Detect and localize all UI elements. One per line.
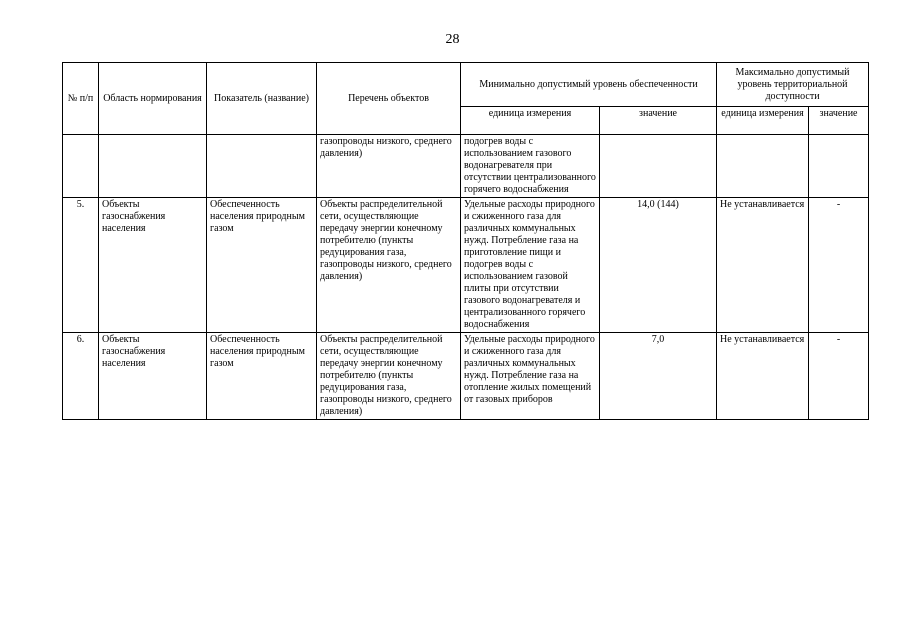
table-row: [63, 333, 869, 420]
header-objects: Перечень объектов: [317, 63, 461, 135]
cell-indicator: Обеспеченность населения природным газом: [207, 198, 317, 333]
cell-area: Объекты газоснабжения населения: [99, 198, 207, 333]
table-row: [63, 135, 869, 198]
cell-max-value: [809, 135, 869, 198]
header-area: Область нормирования: [99, 63, 207, 135]
cell-objects: Объекты распределительной сети, осуществляющие передачу энергии конечному потребителю (пункты редуцирования газа, газопроводы низкого, среднего давления): [317, 333, 461, 420]
cell-min-unit: Удельные расходы природного и сжиженного газа для различных коммунальных нужд. Потребление газа на приготовление пищи и подогрев воды с использованием газовой плиты при отсутствии газового водонагревателя и централизованного горячего водоснабжения: [461, 198, 600, 333]
cell-min-value: 14,0 (144): [600, 198, 717, 333]
cell-num: [63, 135, 99, 198]
cell-objects: Объекты распределительной сети, осуществляющие передачу энергии конечному потребителю (пункты редуцирования газа, газопроводы низкого, среднего давления): [317, 198, 461, 333]
norms-table: [62, 62, 869, 420]
cell-max-unit: Не устанавливается: [717, 333, 809, 420]
cell-area: Объекты газоснабжения населения: [99, 333, 207, 420]
cell-objects: газопроводы низкого, среднего давления): [317, 135, 461, 198]
cell-max-unit: Не устанавливается: [717, 198, 809, 333]
cell-num: 6.: [63, 333, 99, 420]
table-row: [63, 198, 869, 333]
cell-min-unit: Удельные расходы природного и сжиженного газа для различных коммунальных нужд. Потребление газа на отопление жилых помещений от газовых приборов: [461, 333, 600, 420]
header-max-level: Максимально допустимый уровень территориальной доступности: [717, 63, 869, 107]
cell-num: 5.: [63, 198, 99, 333]
cell-min-value: [600, 135, 717, 198]
header-num: № п/п: [63, 63, 99, 135]
cell-max-value: -: [809, 333, 869, 420]
header-min-unit: единица измерения: [461, 107, 600, 135]
page-number: 28: [445, 32, 460, 47]
header-indicator: Показатель (название): [207, 63, 317, 135]
cell-indicator: Обеспеченность населения природным газом: [207, 333, 317, 420]
header-min-value: значение: [600, 107, 717, 135]
cell-area: [99, 135, 207, 198]
cell-indicator: [207, 135, 317, 198]
cell-max-value: -: [809, 198, 869, 333]
header-max-unit: единица измерения: [717, 107, 809, 135]
header-min-level: Минимально допустимый уровень обеспеченности: [461, 63, 717, 107]
cell-min-unit: подогрев воды с использованием газового водонагревателя при отсутствии централизованного горячего водоснабжения: [461, 135, 600, 198]
header-max-value: значение: [809, 107, 869, 135]
cell-min-value: 7,0: [600, 333, 717, 420]
cell-max-unit: [717, 135, 809, 198]
